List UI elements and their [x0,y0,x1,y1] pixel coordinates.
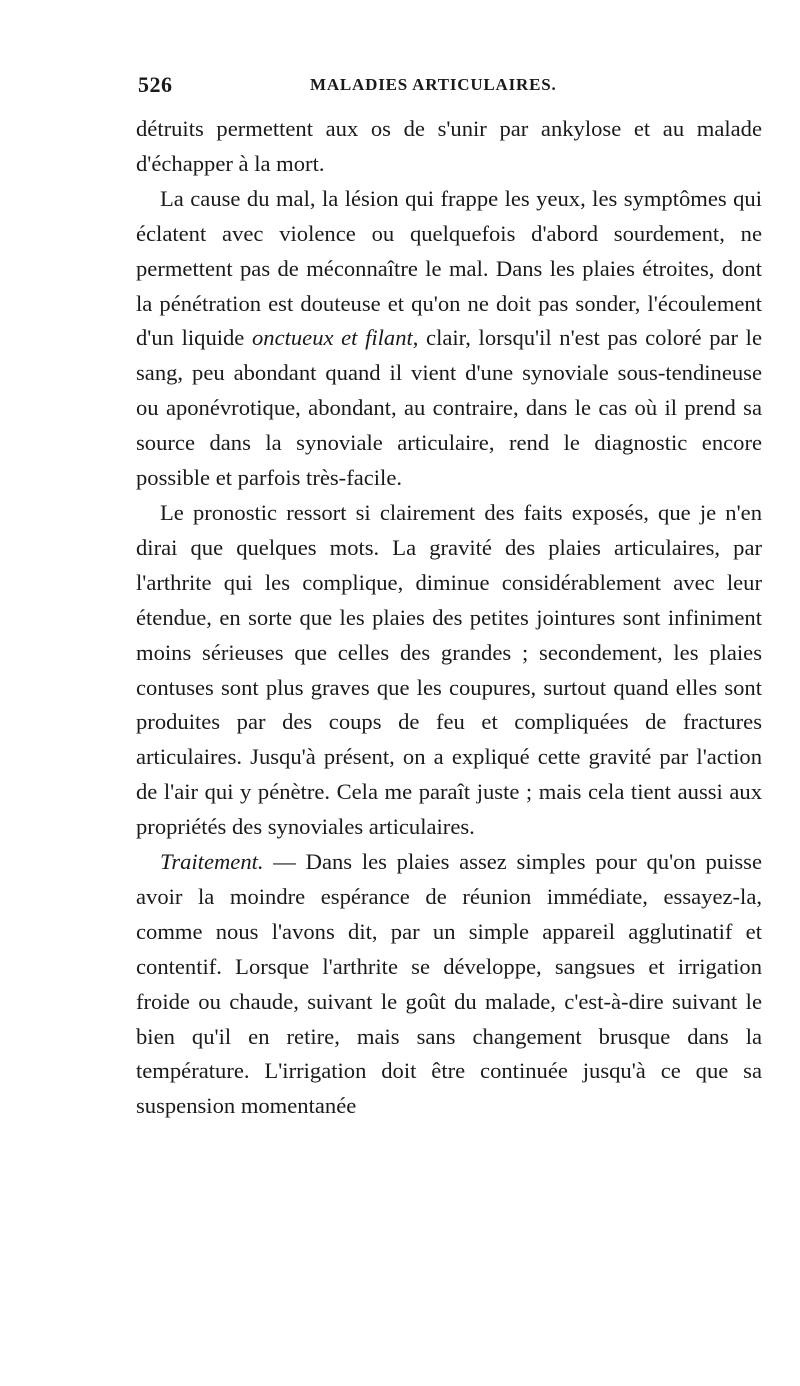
paragraph-traitement [136,845,762,1124]
page-header [138,72,750,108]
text-segment: détruits permettent aux os de s'unir par ankylose et au malade d'échapper à la mort. [136,116,762,176]
italic-term: onctueux et filant [251,325,413,351]
running-title: MALADIES ARTICULAIRES. [310,75,557,94]
paragraph-diagnostic [136,182,762,496]
text-segment: La cause du mal, la lésion qui frappe les yeux, les symptômes qui éclatent avec violence ou quelquefois d'abord sourdement, ne permettent pas de méconnaître le mal. Dans les plaies étroites, dont la pénétration est douteuse et qu'on ne doit pas sonder, l'écoulement d'un liquide [136,185,762,351]
paragraph-continuation [136,112,762,182]
text-segment: — Dans les plaies assez simples pour qu'on puisse avoir la moindre espérance de réunion immédiate, essayez-la, comme nous l'avons dit, par un simple appareil agglutinatif et contentif. Lorsque l'arthrite se développe, sangsues et irrigation froide ou chaude, suivant le goût du malade, c'est-à-dire suivant le bien qu'il en retire, mais sans changement brusque dans la température. L'irrigation doit être continuée jusqu'à ce que sa suspension momentanée [136,849,762,1119]
text-segment: , clair, lorsqu'il n'est pas coloré par le sang, peu abondant quand il vient d'une synoviale sous-tendineuse ou aponévrotique, abondant, au contraire, dans le cas où il prend sa source dans la synoviale articulaire, rend le diagnostic encore possible et parfois très-facile. [136,325,762,491]
page-number: 526 [138,72,173,97]
text-segment: Le pronostic ressort si clairement des faits exposés, que je n'en dirai que quelques mots. La gravité des plaies articulaires, par l'arthrite qui les complique, diminue considérablement avec leur étendue, en sorte que les plaies des petites jointures sont infiniment moins sérieuses que celles des grandes ; secondement, les plaies contuses sont plus graves que les coupures, surtout quand elles sont produites par des coups de feu et compliquées de fractures articulaires. Jusqu'à présent, on a expliqué cette gravité par l'action de l'air qui y pénètre. Cela me paraît juste ; mais cela tient aussi aux propriétés des synoviales articulaires. [136,499,762,840]
body-text [136,112,762,1124]
paragraph-pronostic [136,496,762,845]
section-heading-traitement: Traitement. [160,849,264,875]
